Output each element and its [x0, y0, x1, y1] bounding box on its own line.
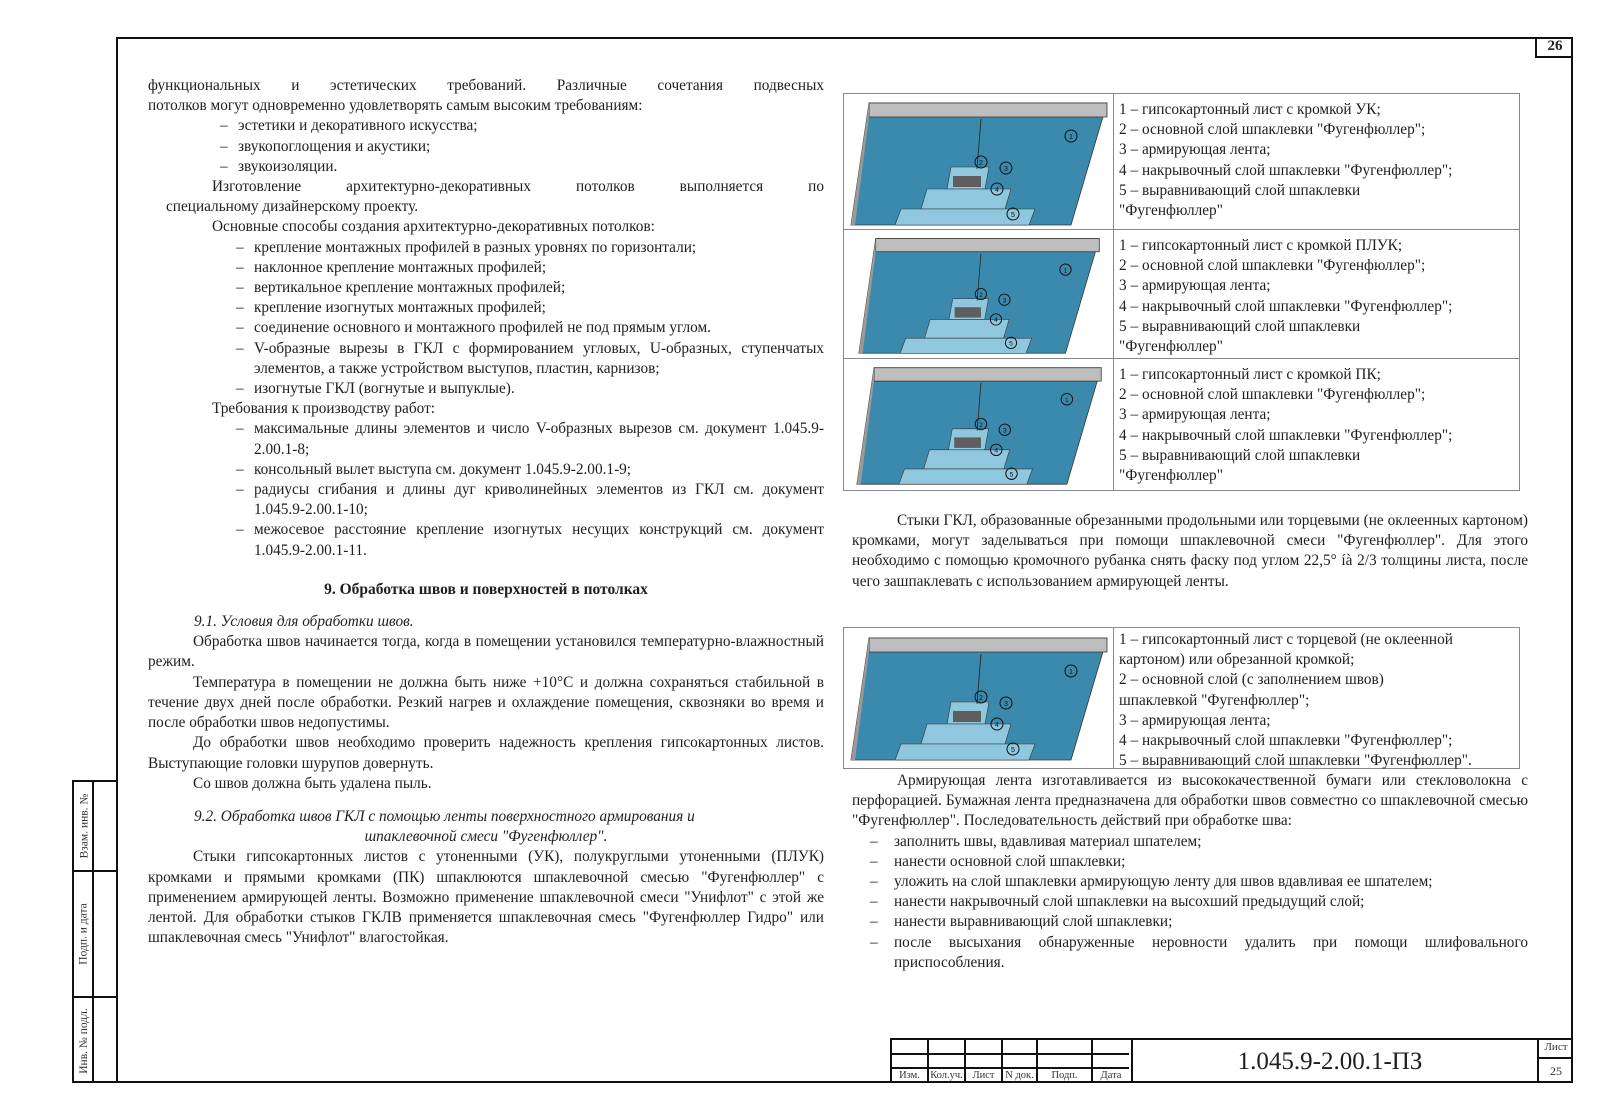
work-requirements-title: Требования к производству работ: — [212, 400, 435, 418]
left-column — [148, 76, 824, 948]
revision-grid — [890, 1040, 1129, 1083]
list-item: – эстетики и декоративного искусства; — [220, 117, 478, 135]
seam-layers-illustration — [849, 97, 1111, 229]
figure-row-cut — [844, 628, 1519, 768]
subsection-title: 9.1. Условия для обработки швов. — [194, 613, 414, 631]
figure-row-pk — [844, 358, 1519, 491]
seam-diagram-pk — [844, 359, 1114, 491]
sheet-number-box — [1537, 1038, 1573, 1083]
col-header: Лист — [972, 1070, 995, 1081]
col-header: Кол.уч. — [930, 1070, 963, 1081]
list-item: – звукоизоляции. — [220, 157, 338, 175]
paragraph: Обработка швов начинается тогда, когда в помещении установился температурно-влажностный режим. — [148, 633, 824, 671]
list-item: – после высыхания обнаруженные неровности удалить при помощи шлифовального приспособления. — [870, 933, 1528, 971]
stamp-replacement-inv: Взам. инв. № — [78, 793, 90, 859]
paragraph: Со швов должна быть удалена пыль. — [193, 774, 432, 792]
list-item: – межосевое расстояние крепление изогнутых несущих конструкций см. документ 1.045.9-2.00.1-11. — [236, 521, 824, 559]
list-item: – крепление изогнутых монтажных профилей; — [236, 299, 546, 317]
subsection-title: 9.2. Обработка швов ГКЛ с помощью ленты поверхностного армирования и — [194, 807, 695, 825]
paragraph: Температура в помещении не должна быть ниже +10°С и должна сохраняться стабильной в течение двух дней после обработки. Резкий нагрев и охлаждение помещения, сквозняки во время и после обработки швов недопустимы. — [148, 673, 824, 732]
list-item: – соединение основного и монтажного профилей не под прямым углом. — [236, 319, 711, 337]
col-header: Подп. — [1051, 1070, 1078, 1081]
figure-legend: 1 – гипсокартонный лист с кромкой УК; 2 – основной слой шпаклевки "Фугенфюллер"; 3 – армирующая лента; 4 – накрывочный слой шпаклевки "Фугенфюллер"; 5 – выравнивающий слой шпаклевки "Фугенфюллер" — [1119, 101, 1453, 220]
seam-layers-illustration — [849, 362, 1111, 488]
list-item: – максимальные длины элементов и число V-образных вырезов см. документ 1.045.9-2.00.1-8; — [236, 420, 824, 458]
figure-legend: 1 – гипсокартонный лист с торцевой (не оклеенной картоном) или обрезанной кромкой; 2 – основной слой (с заполнением швов) шпаклевкой "Фугенфюллер"; 3 – армирующая лента; 4 – накрывочный слой шпаклевки "Фугенфюллер"; 5 – выравнивающий слой шпаклевки "Фугенфюллер". — [1119, 631, 1472, 770]
intro-line: функциональных и эстетических требований. Различные сочетания подвесных — [148, 77, 824, 94]
paragraph: Стыки ГКЛ, образованные обрезанными продольными или торцевыми (не оклеенных картоном) кромками, могут заделываться при помощи шпаклевочной смеси "Фугенфюллер". Для этого необходимо с помощью кромочного рубанка снять фаску под углом 22,5° íà 2/3 толщины листа, после чего зашпаклевать с использованием армирующей ленты. — [852, 512, 1528, 590]
side-stamp — [72, 780, 118, 1083]
list-item: – заполнить швы, вдавливая материал шпателем; — [870, 832, 1202, 850]
design-paragraph: специальному дизайнерскому проекту. — [166, 198, 419, 216]
document-code: 1.045.9-2.00.1-ПЗ — [1131, 1040, 1527, 1083]
seam-diagram-uk — [844, 94, 1114, 229]
reinforcing-tape-section — [852, 771, 1528, 973]
stamp-sign-date: Подп. и дата — [78, 903, 90, 965]
sheet-number-top: 26 — [1535, 37, 1573, 58]
list-item: – крепление монтажных профилей в разных уровнях по горизонтали; — [236, 238, 697, 256]
cut-edges-section — [852, 511, 1528, 592]
design-paragraph: Изготовление архитектурно-декоративных потолков выполняется по — [212, 178, 824, 196]
sheet-number: 25 — [1550, 1064, 1562, 1078]
work-requirements-list — [148, 419, 824, 560]
cut-edge-figure-table — [843, 627, 1520, 769]
requirements-list — [148, 116, 824, 177]
figure-row-pluk — [844, 229, 1519, 359]
seam-layers-illustration — [849, 233, 1111, 357]
paragraph: До обработки швов необходимо проверить надежность крепления гипсокартонных листов. Выступающие головки шурупов довернуть. — [148, 734, 824, 772]
methods-list — [148, 238, 824, 400]
list-item: – нанести накрывочный слой шпаклевки на высохший предыдущий слой; — [870, 893, 1365, 911]
paragraph: Стыки гипсокартонных листов с утоненными (УК), полукруглыми утоненными (ПЛУК) кромками и прямыми кромками (ПК) шпаклюются шпаклевочной смесью "Фугенфюллер" с применением армирующей ленты. Возможно применение шпаклевочной смеси "Унифлот" с этой же лентой. Для обработки стыков ГКЛВ применяется шпаклевочная смесь "Фугенфюллер Гидро" или шпаклевочная смесь "Унифлот" влагостойкая. — [148, 848, 824, 947]
list-item: – нанести выравнивающий слой шпаклевки; — [870, 913, 1173, 931]
list-item: – нанести основной слой шпаклевки; — [870, 852, 1126, 870]
list-item: – звукопоглощения и акустики; — [220, 137, 431, 155]
steps-list — [852, 832, 1528, 973]
list-item: – изогнутые ГКЛ (вогнутые и выпуклые). — [236, 380, 515, 398]
list-item: – наклонное крепление монтажных профилей; — [236, 258, 547, 276]
list-item: – вертикальное крепление монтажных профилей; — [236, 279, 566, 297]
figure-legend: 1 – гипсокартонный лист с кромкой ПЛУК; 2 – основной слой шпаклевки "Фугенфюллер"; 3 – армирующая лента; 4 – накрывочный слой шпаклевки "Фугенфюллер"; 5 – выравнивающий слой шпаклевки "Фугенфюллер" — [1119, 237, 1453, 356]
seam-diagram-pluk — [844, 230, 1114, 359]
col-header: Изм. — [899, 1070, 920, 1081]
section-heading: 9. Обработка швов и поверхностей в потолках — [324, 580, 648, 598]
list-item: – V-образные вырезы в ГКЛ с формированием угловых, U-образных, ступенчатых элементов, а также устройством выступов, пластин, карнизов; — [236, 339, 824, 377]
figure-legend: 1 – гипсокартонный лист с кромкой ПК; 2 – основной слой шпаклевки "Фугенфюллер"; 3 – армирующая лента; 4 – накрывочный слой шпаклевки "Фугенфюллер"; 5 – выравнивающий слой шпаклевки "Фугенфюллер" — [1119, 366, 1453, 485]
sheet-label: Лист — [1539, 1038, 1573, 1059]
intro-line: потолков могут одновременно удовлетворять самым высоким требованиям: — [148, 97, 643, 115]
methods-title: Основные способы создания архитектурно-декоративных потолков: — [212, 218, 655, 236]
subsection-title: шпаклевочной смеси "Фугенфюллер". — [364, 828, 608, 846]
seam-layers-illustration — [849, 631, 1111, 765]
edge-types-figure-table — [843, 93, 1520, 491]
list-item: – радиусы сгибания и длины дуг криволинейных элементов из ГКЛ см. документ 1.045.9-2.00.1-10; — [236, 481, 824, 519]
col-header: N док. — [1005, 1070, 1034, 1081]
list-item: – уложить на слой шпаклевки армирующую ленту для швов вдавливая ее шпателем; — [870, 873, 1433, 891]
paragraph: Армирующая лента изготавливается из высококачественной бумаги или стекловолокна с перфорацией. Бумажная лента предназначена для обработки швов совместно со шпаклевочной смесью "Фугенфюллер". Последовательность действий при обработке шва: — [852, 772, 1528, 830]
list-item: – консольный вылет выступа см. документ 1.045.9-2.00.1-9; — [236, 460, 632, 478]
seam-diagram-cut — [844, 628, 1114, 768]
stamp-original-inv: Инв. № подл. — [78, 1007, 90, 1074]
col-header: Дата — [1100, 1070, 1122, 1081]
title-block — [890, 1038, 1573, 1083]
figure-row-uk — [844, 94, 1519, 229]
